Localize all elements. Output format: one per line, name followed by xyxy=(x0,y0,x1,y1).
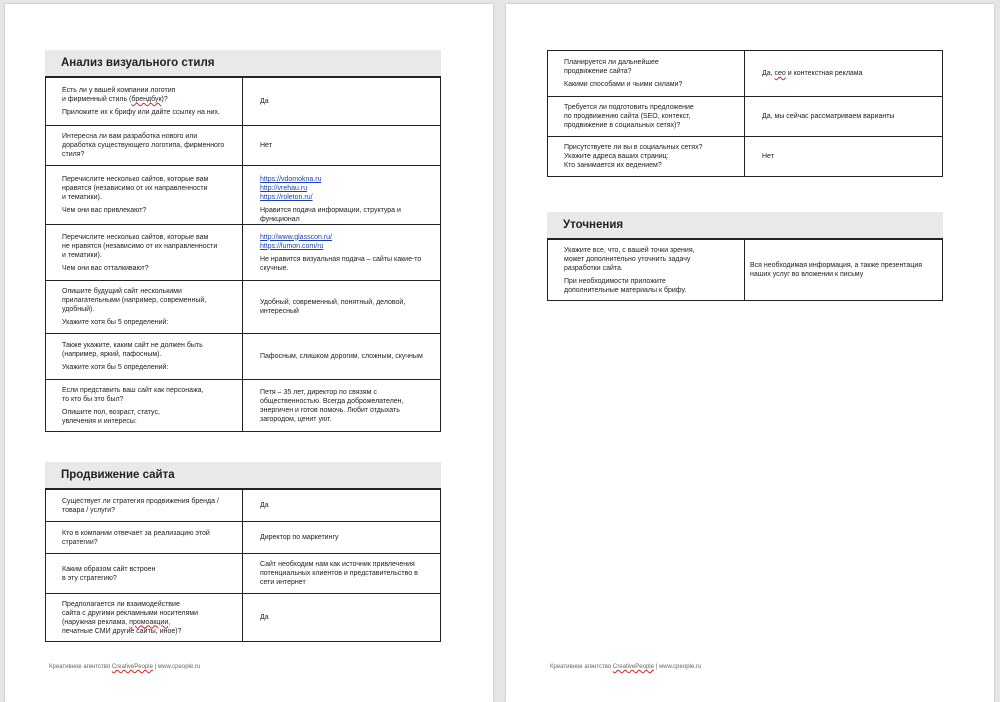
table-row xyxy=(46,166,441,225)
answer-cell: Удобный, современный, понятный, деловой, интересный xyxy=(243,281,441,334)
answer-cell: https://vdomokna.ru http://vrehau.ru https://roleton.ru/ Нравится подача информации, структура и функционал xyxy=(243,166,441,225)
question-cell: Предполагается ли взаимодействие сайта с другими рекламными носителями (наружная реклама, промоакции, печатные СМИ другие сайты, иное)? xyxy=(46,594,243,642)
page-footer: Креативное агентство CreativePeople | www.cpeople.ru xyxy=(49,664,201,670)
site-link[interactable]: https://roleton.ru/ xyxy=(260,194,313,201)
question-cell: Укажите все, что, с вашей точки зрения, может дополнительно уточнить задачу разработки сайта. При необходимости приложите дополнительные материалы к брифу. xyxy=(548,240,745,301)
question-cell: Присутствуете ли вы в социальных сетях? Укажите адреса ваших страниц: Кто занимается их ведением? xyxy=(548,137,745,177)
answer-cell: Да, мы сейчас рассматриваем варианты xyxy=(745,97,943,137)
table-row xyxy=(548,97,943,137)
table-row xyxy=(46,334,441,380)
answer-cell: Пафосным, слишком дорогим, сложным, скучным xyxy=(243,334,441,380)
answer-cell: Да, сео и контекстная реклама xyxy=(745,51,943,97)
table-row xyxy=(46,380,441,432)
question-cell: Существует ли стратегия продвижения бренда / товара / услуги? xyxy=(46,490,243,522)
question-cell: Опишите будущий сайт несколькими прилагательными (например, современный, удобный). Укажите хотя бы 5 определений: xyxy=(46,281,243,334)
answer-cell: Сайт необходим нам как источник привлечения потенциальных клиентов и представительство в сети интернет xyxy=(243,554,441,594)
section-title: Продвижение сайта xyxy=(45,462,441,489)
site-link[interactable]: http://vrehau.ru xyxy=(260,185,308,192)
question-cell: Интересна ли вам разработка нового или доработка существующего логотипа, фирменного стиля? xyxy=(46,126,243,166)
answer-cell: Вся необходимая информация, а также презентация наших услуг во вложении к письму xyxy=(745,240,943,301)
site-link[interactable]: http://www.glasscon.ru/ xyxy=(260,233,332,241)
answer-cell: Да xyxy=(243,594,441,642)
document-page-2 xyxy=(506,4,994,702)
qa-table xyxy=(547,239,943,301)
table-row xyxy=(46,554,441,594)
question-cell: Также укажите, каким сайт не должен быть (например, яркий, пафосным). Укажите хотя бы 5 определений: xyxy=(46,334,243,380)
question-cell: Каким образом сайт встроен в эту стратегию? xyxy=(46,554,243,594)
section-title: Уточнения xyxy=(547,212,943,239)
question-cell: Планируется ли дальнейшее продвижение сайта? Какими способами и чьими силами? xyxy=(548,51,745,97)
answer-cell: Нет xyxy=(243,126,441,166)
question-cell: Есть ли у вашей компании логотип и фирменный стиль (брендбук)? Приложите их к брифу или дайте ссылку на них. xyxy=(46,78,243,126)
answer-cell: http://www.glasscon.ru/ https://lumon.com/ru Не нравится визуальная подача – сайты какие-то скучные. xyxy=(243,225,441,281)
answer-cell: Петя – 35 лет, директор по связям с общественностью. Всегда доброжелателен, энергичен и готов помочь. Любит отдыхать загородом, ценит уют. xyxy=(243,380,441,432)
section-title: Анализ визуального стиля xyxy=(45,50,441,77)
section-clarifications xyxy=(547,212,943,301)
qa-table xyxy=(45,489,441,642)
table-row xyxy=(46,594,441,642)
table-row xyxy=(46,490,441,522)
table-row xyxy=(46,126,441,166)
site-link[interactable]: https://vdomokna.ru xyxy=(260,176,322,183)
section-visual-style xyxy=(45,50,441,432)
question-cell: Требуется ли подготовить предложение по продвижению сайта (SEO, контекст, продвижение в социальных сетях)? xyxy=(548,97,745,137)
qa-table xyxy=(547,50,943,177)
table-row xyxy=(46,281,441,334)
section-promotion-continued xyxy=(547,50,943,177)
question-cell: Перечислите несколько сайтов, которые вам нравятся (независимо от их направленности и тематики). Чем они вас привлекают? xyxy=(46,166,243,225)
document-page-1 xyxy=(5,4,493,702)
question-cell: Кто в компании отвечает за реализацию этой стратегии? xyxy=(46,522,243,554)
site-link[interactable]: https://lumon.com/ru xyxy=(260,242,324,250)
answer-cell: Нет xyxy=(745,137,943,177)
table-row xyxy=(46,78,441,126)
table-row xyxy=(46,522,441,554)
question-cell: Если представить ваш сайт как персонажа, то кто бы это был? Опишите пол, возраст, статус, увлечения и интересы: xyxy=(46,380,243,432)
table-row xyxy=(548,137,943,177)
section-promotion xyxy=(45,462,441,642)
answer-cell: Директор по маркетингу xyxy=(243,522,441,554)
table-row xyxy=(548,240,943,301)
question-cell: Перечислите несколько сайтов, которые вам не нравятся (независимо от их направленности и тематики). Чем они вас отталкивают? xyxy=(46,225,243,281)
answer-cell: Да xyxy=(243,490,441,522)
answer-cell: Да xyxy=(243,78,441,126)
table-row xyxy=(548,51,943,97)
qa-table xyxy=(45,77,441,432)
page-footer: Креативное агентство CreativePeople | www.cpeople.ru xyxy=(550,664,702,670)
table-row xyxy=(46,225,441,281)
